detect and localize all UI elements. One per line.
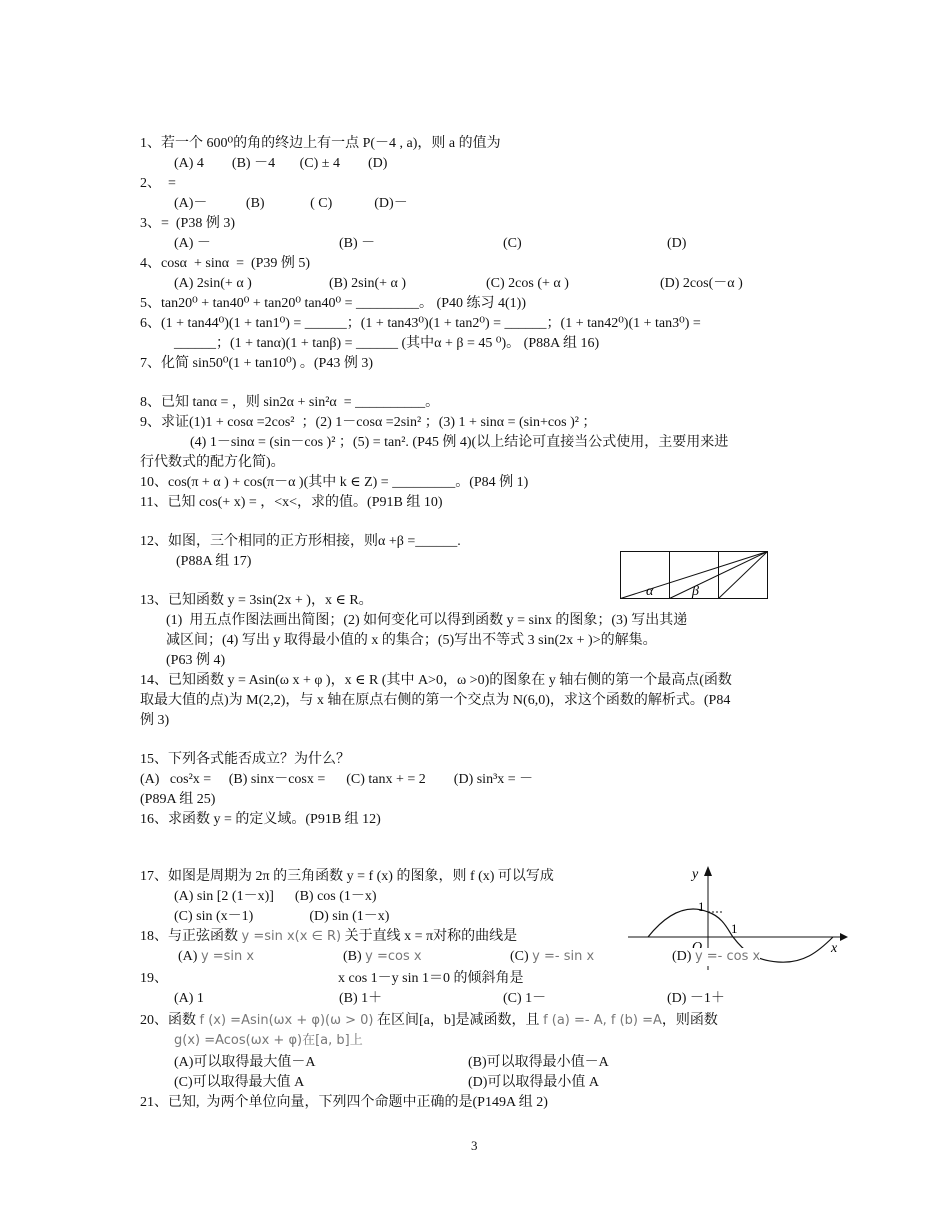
q3-option-a: (A) － xyxy=(174,236,211,251)
q4-option-d: (D) 2cos(－α ) xyxy=(660,276,743,291)
q18-text xyxy=(140,928,517,946)
q20-function-g: g(x) =Acos(ωx + φ)在[a, b]上 xyxy=(174,1033,363,1048)
option-label: (D) xyxy=(672,949,695,964)
q19-text: x cos 1－y sin 1＝0 的倾斜角是 xyxy=(338,971,524,986)
q1-text: 1、若一个 600⁰的角的终边上有一点 P(－4 , a)，则 a 的值为 xyxy=(140,136,501,151)
option-label: (A) xyxy=(178,949,201,964)
q17-options-cd: (C) sin (x－1) (D) sin (1－x) xyxy=(174,909,390,924)
beta-label: β xyxy=(692,584,699,599)
option-formula: y =sin x xyxy=(200,949,255,964)
q4-option-c: (C) 2cos (+ α ) xyxy=(486,276,569,291)
q9-text-cont: (4) 1－sinα = (sin－cos )² ；(5) = tan². (P45 例 4)(以上结论可直接当公式使用，主要用来进 xyxy=(190,435,729,450)
q18-prefix: 18、与正弦函数 xyxy=(140,929,242,944)
q7-text: 7、化简 sin50⁰(1 + tan10⁰) 。(P43 例 3) xyxy=(140,356,373,371)
q2-options: (A)－ (B) ( C) (D)－ xyxy=(174,196,408,211)
q9-text: 9、求证(1)1 + cosα =2cos² ；(2) 1－cosα =2sin² ；(3) 1 + sinα = (sin+cos )² ； xyxy=(140,415,597,430)
q18-option-b xyxy=(343,948,422,966)
q15-options: (A) cos²x = (B) sinx－cosx = (C) tanx + = 2 (D) sin³x = － xyxy=(140,772,534,787)
q20-text xyxy=(140,1012,718,1030)
q15-text: 15、下列各式能否成立？为什么？ xyxy=(140,752,350,767)
q9-text-cont2: 行代数式的配方化简)。 xyxy=(140,455,285,470)
q3-option-c: (C) xyxy=(503,236,522,251)
q19-option-a: (A) 1 xyxy=(174,991,204,1006)
q19-number: 19、 xyxy=(140,971,168,986)
q20-condition: f (a) =- A, f (b) =A xyxy=(543,1013,662,1028)
q3-option-d: (D) xyxy=(667,236,687,251)
y-one-label: 1 xyxy=(698,899,705,914)
q10-text: 10、cos(π + α ) + cos(π－α )(其中 k ∈ Z) = _________。(P84 例 1) xyxy=(140,475,529,490)
page-number: 3 xyxy=(471,1138,478,1153)
y-axis-label: y xyxy=(692,867,699,882)
q6-text: 6、(1 + tan44⁰)(1 + tan1⁰) = ______；(1 + tan43⁰)(1 + tan2⁰) = ______；(1 + tan42⁰)(1 + tan3⁰) = xyxy=(140,316,701,331)
alpha-label: α xyxy=(646,584,654,599)
x-one-label: 1 xyxy=(731,921,738,936)
q20-suffix: ，则函数 xyxy=(661,1013,718,1028)
option-formula: y =- sin x xyxy=(532,949,595,964)
q6-text-cont: ______；(1 + tanα)(1 + tanβ) = ______ (其中α + β = 45 ⁰)。 (P88A 组 16) xyxy=(174,336,600,351)
q8-text: 8、已知 tanα = ，则 sin2α + sin²α = __________。 xyxy=(140,395,440,410)
option-formula: y =- cos x xyxy=(694,949,761,964)
q18-option-a xyxy=(178,948,254,966)
q18-option-c xyxy=(510,948,594,966)
q19-option-b: (B) 1＋ xyxy=(339,991,383,1006)
q20-function: f (x) =Asin(ωx + φ)(ω > 0) xyxy=(199,1013,374,1028)
q4-option-a: (A) 2sin(+ α ) xyxy=(174,276,252,291)
q12-text: 12、如图，三个相同的正方形相接，则α +β =______. xyxy=(140,534,461,549)
option-label: (B) xyxy=(343,949,366,964)
q13-source: (P63 例 4) xyxy=(166,653,226,668)
q18-suffix: 关于直线 x = π对称的曲线是 xyxy=(341,929,518,944)
q3-text: 3、= (P38 例 3) xyxy=(140,216,236,231)
q3-option-b: (B) － xyxy=(339,236,376,251)
q15-source: (P89A 组 25) xyxy=(140,792,216,807)
q19-option-c: (C) 1－ xyxy=(503,991,547,1006)
q20-prefix: 20、函数 xyxy=(140,1013,200,1028)
option-formula: y =cos x xyxy=(365,949,422,964)
q14-text-cont2: 例 3) xyxy=(140,713,170,728)
q12-source: (P88A 组 17) xyxy=(176,554,252,569)
q18-function: y =sin x(x ∈ R) xyxy=(241,929,342,944)
q14-text-cont: 取最大值的点)为 M(2,2)，与 x 轴在原点右侧的第一个交点为 N(6,0)，求这个函数的解析式。(P84 xyxy=(140,693,731,708)
q17-options-ab: (A) sin [2 (1－x)] (B) cos (1－x) xyxy=(174,889,377,904)
q13-text: 13、已知函数 y = 3sin(2x + )，x ∈ R。 xyxy=(140,593,373,608)
q4-option-b: (B) 2sin(+ α ) xyxy=(329,276,407,291)
q17-text: 17、如图是周期为 2π 的三角函数 y = f (x) 的图象，则 f (x) 可以写成 xyxy=(140,869,554,884)
three-squares-figure xyxy=(618,549,770,601)
q20-middle: 在区间[a，b]是减函数，且 xyxy=(373,1013,544,1028)
q4-text: 4、cosα + sinα = (P39 例 5) xyxy=(140,256,311,271)
option-label: (C) xyxy=(510,949,533,964)
q14-text: 14、已知函数 y = Asin(ω x + φ )，x ∈ R (其中 A>0，ω >0)的图象在 y 轴右侧的第一个最高点(函数 xyxy=(140,673,732,688)
q20-option-d: (D)可以取得最小值 A xyxy=(468,1075,600,1090)
q11-text: 11、已知 cos(+ x) = ，<x<，求的值。(P91B 组 10) xyxy=(140,495,443,510)
q13-text-cont2: 减区间；(4) 写出 y 取得最小值的 x 的集合；(5)写出不等式 3 sin(2x + )>的解集。 xyxy=(166,633,657,648)
x-axis-label: x xyxy=(831,941,838,956)
q13-text-cont: (1) 用五点作图法画出简图；(2) 如何变化可以得到函数 y = sinx 的图象；(3) 写出其递 xyxy=(166,613,688,628)
q20-option-b: (B)可以取得最小值－A xyxy=(468,1055,609,1070)
q18-option-d xyxy=(672,948,760,966)
q20-option-c: (C)可以取得最大值 A xyxy=(174,1075,305,1090)
q5-text: 5、tan20⁰ + tan40⁰ + tan20⁰ tan40⁰ = _________。 (P40 练习 4(1)) xyxy=(140,296,526,311)
q2-text: 2、 = xyxy=(140,176,176,191)
q20-option-a: (A)可以取得最大值－A xyxy=(174,1055,316,1070)
q21-text: 21、已知, 为两个单位向量，下列四个命题中正确的是(P149A 组 2) xyxy=(140,1095,548,1110)
q1-options: (A) 4 (B) －4 (C) ± 4 (D) xyxy=(174,156,388,171)
q19-option-d: (D) －1＋ xyxy=(667,991,725,1006)
q16-text: 16、求函数 y = 的定义域。(P91B 组 12) xyxy=(140,812,381,827)
